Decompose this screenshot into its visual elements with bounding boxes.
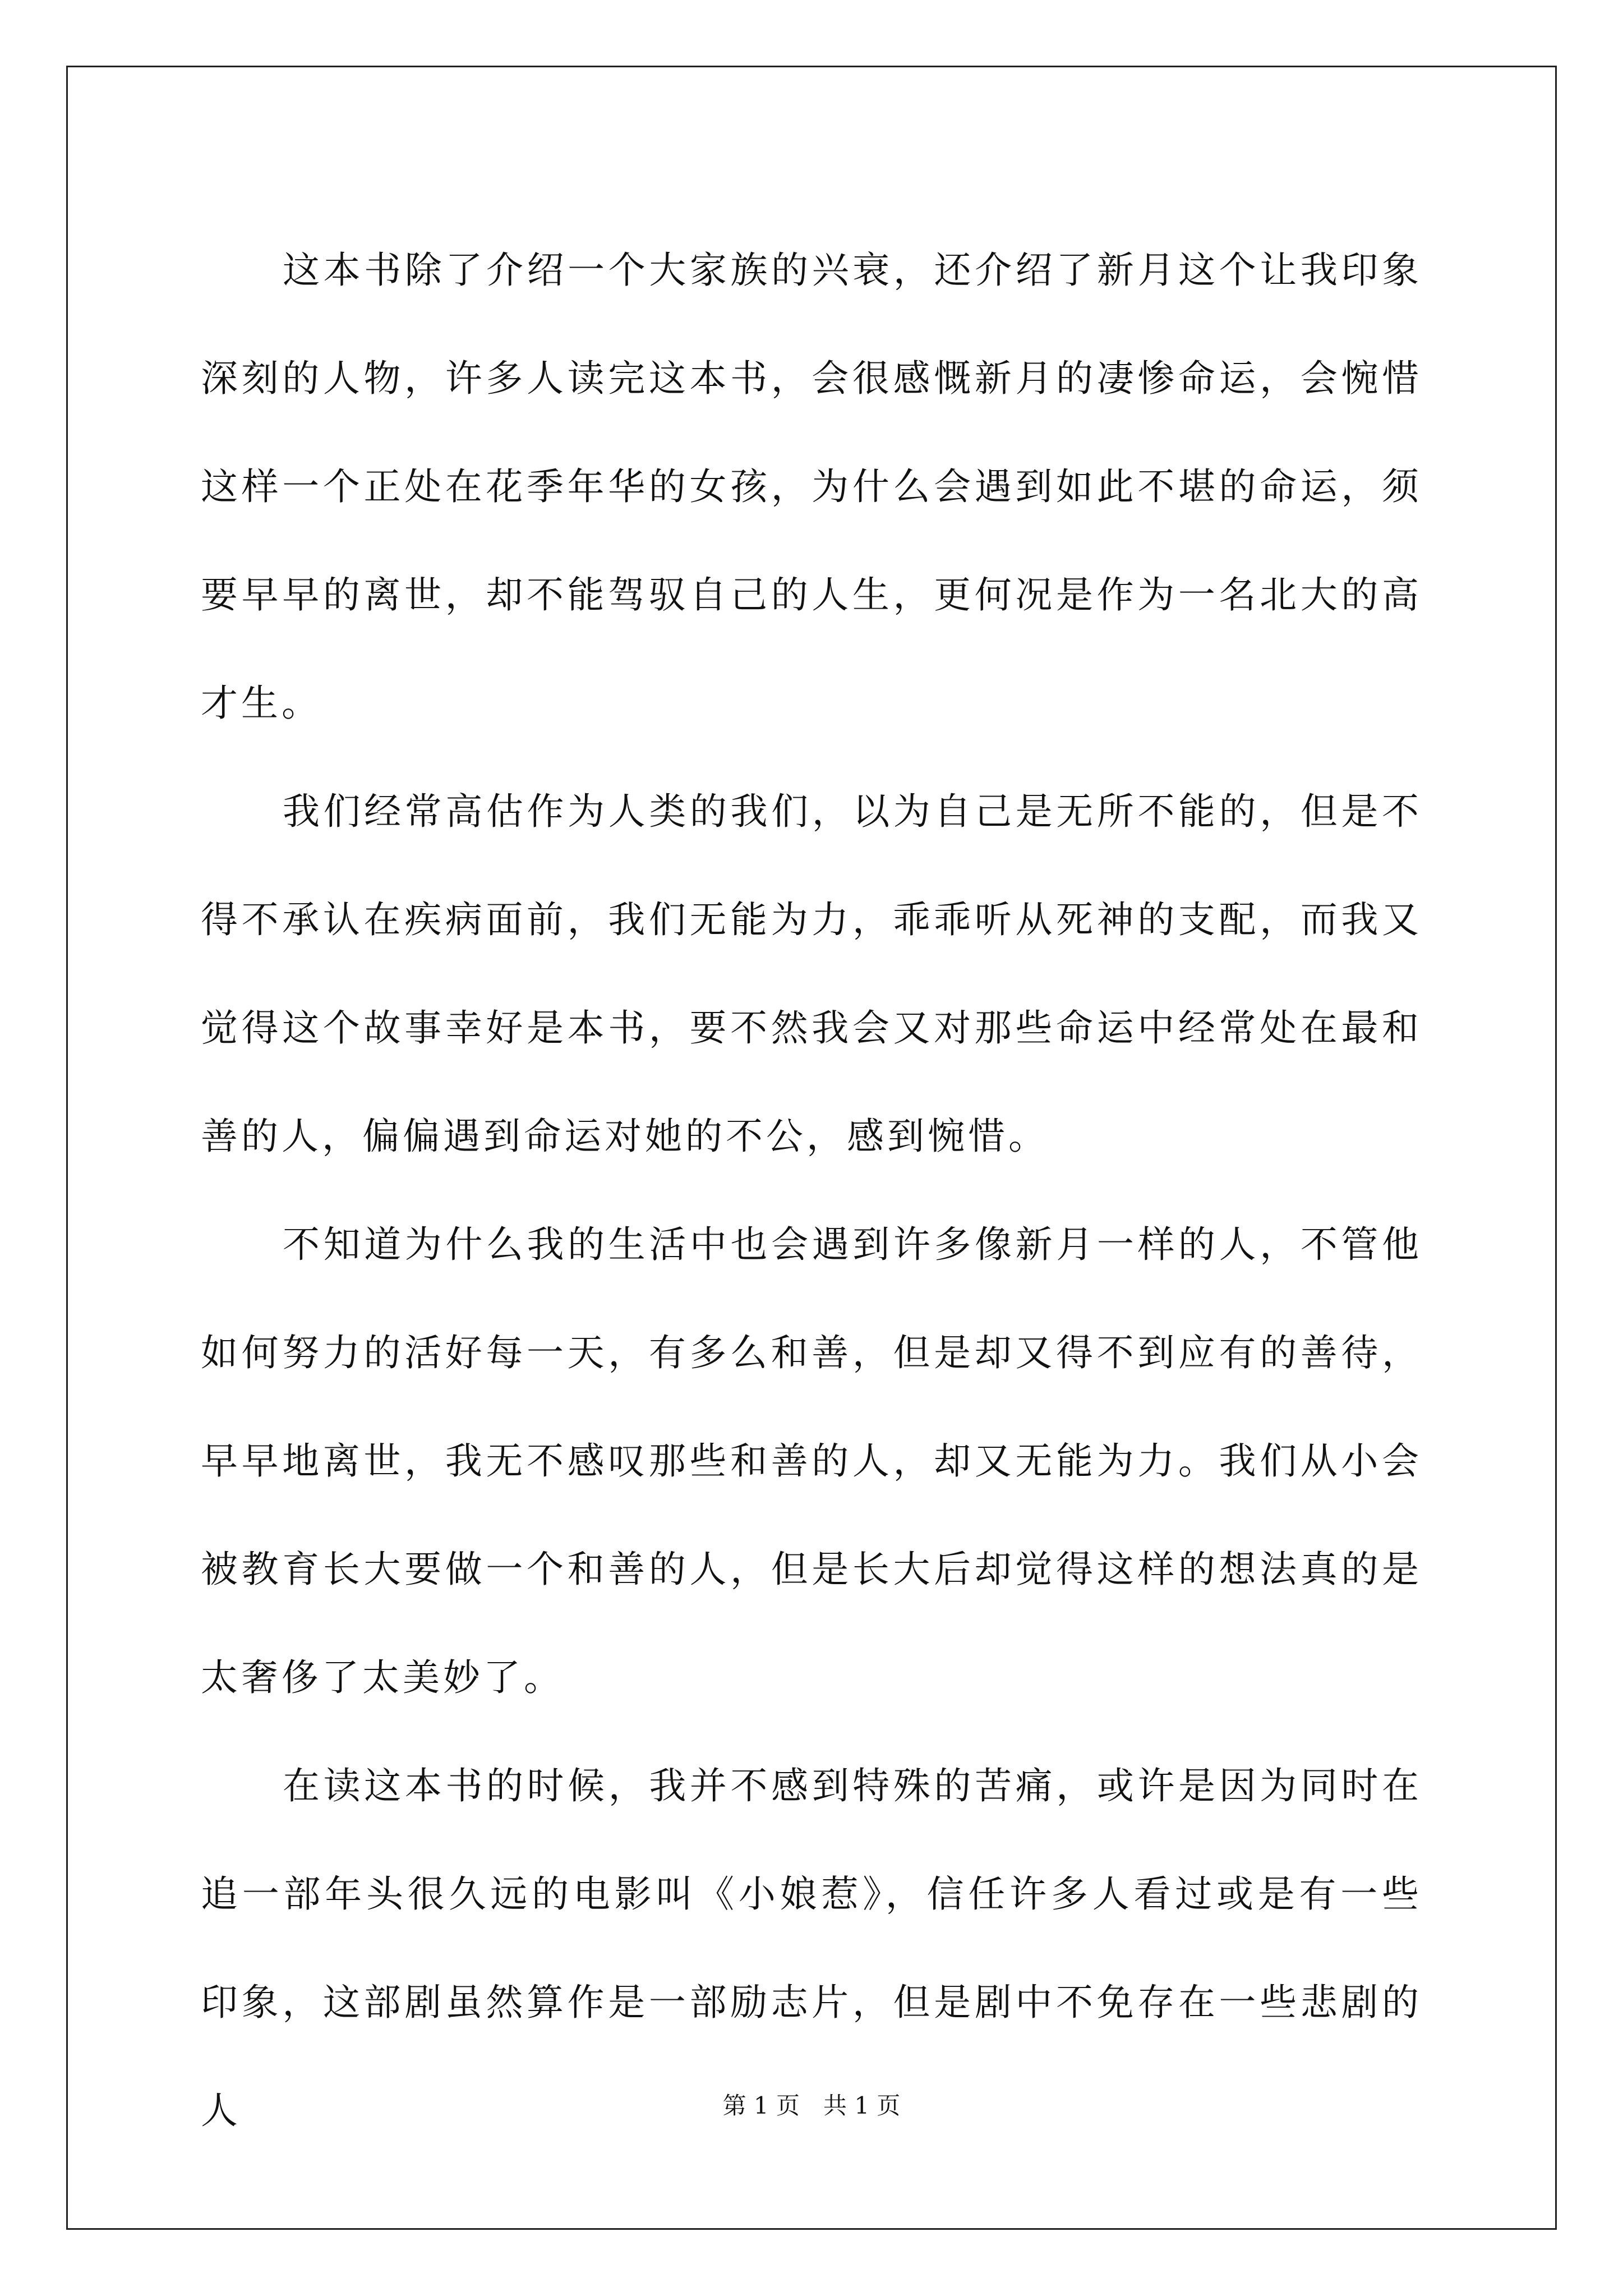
paragraph: 我们经常高估作为人类的我们，以为自己是无所不能的，但是不得不承认在疾病面前，我们无能为力，乖乖听从死神的支配，而我又觉得这个故事幸好是本书，要不然我会又对那些命运中经常处在最和善的人，偏偏遇到命运对她的不公，感到惋惜。	[201, 790, 1422, 1158]
paragraph: 这本书除了介绍一个大家族的兴衰，还介绍了新月这个让我印象深刻的人物，许多人读完这本书，会很感慨新月的凄惨命运，会惋惜这样一个正处在花季年华的女孩，为什么会遇到如此不堪的命运，须要早早的离世，却不能驾驭自己的人生，更何况是作为一名北大的高才生。	[201, 249, 1422, 725]
paragraph: 在读这本书的时候，我并不感到特殊的苦痛，或许是因为同时在追一部年头很久远的电影叫《小娘惹》，信任许多人看过或是有一些印象，这部剧虽然算作是一部励志片，但是剧中不免存在一些悲剧的人	[201, 1764, 1422, 2132]
document-body	[201, 216, 1422, 2165]
page-number-footer: 第 1 页 共 1 页	[722, 2092, 901, 2119]
paragraph: 不知道为什么我的生活中也会遇到许多像新月一样的人，不管他如何努力的活好每一天，有多么和善，但是却又得不到应有的善待，早早地离世，我无不感叹那些和善的人，却又无能为力。我们从小会被教育长大要做一个和善的人，但是长大后却觉得这样的想法真的是太奢侈了太美妙了。	[201, 1223, 1422, 1699]
